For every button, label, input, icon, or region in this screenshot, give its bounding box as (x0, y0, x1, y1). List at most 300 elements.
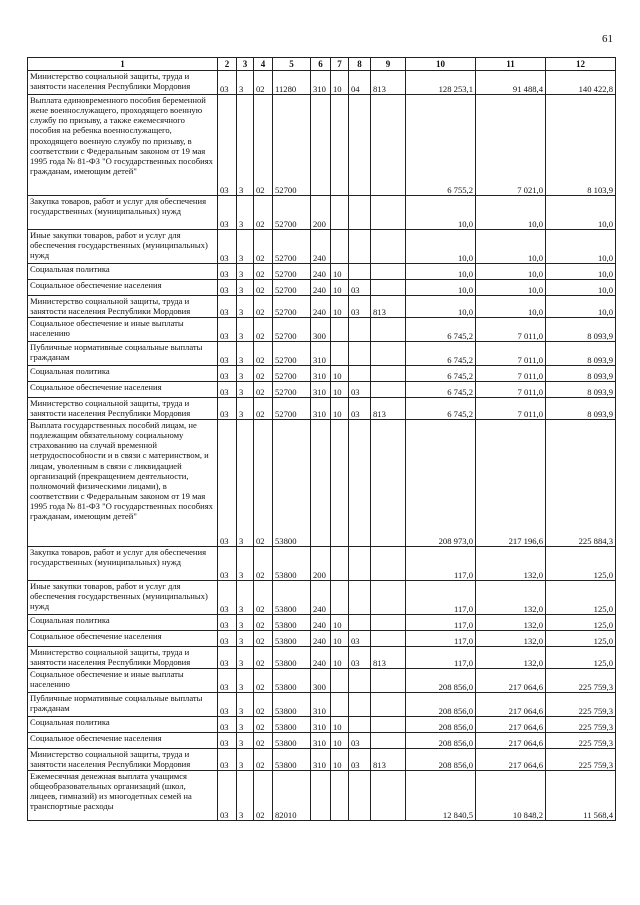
cell-c6 (311, 95, 331, 196)
cell-c12: 140 422,8 (546, 71, 616, 95)
row-name: Министерство социальной защиты, труда и занятости населения Республики Мордовия (30, 296, 191, 317)
cell-c12: 125,0 (546, 581, 616, 615)
cell-c11: 132,0 (476, 647, 546, 669)
cell-c9 (371, 420, 406, 547)
cell-c5: 52700 (273, 296, 311, 318)
cell-c2: 03 (218, 71, 237, 95)
cell-c11: 217 196,6 (476, 420, 546, 547)
cell-c8 (349, 264, 371, 280)
cell-c7 (331, 318, 349, 342)
cell-c10: 10,0 (406, 196, 476, 230)
cell-c9 (371, 615, 406, 631)
row-name-cell (28, 420, 218, 547)
table-row (28, 296, 616, 318)
cell-c5: 53800 (273, 581, 311, 615)
cell-c8 (349, 420, 371, 547)
cell-c8 (349, 318, 371, 342)
cell-c11: 132,0 (476, 631, 546, 647)
cell-c4: 02 (254, 398, 273, 420)
cell-c2: 03 (218, 693, 237, 717)
table-row (28, 318, 616, 342)
row-name-cell (28, 669, 218, 693)
row-name: Социальная политика (30, 366, 110, 376)
cell-c12: 125,0 (546, 547, 616, 581)
cell-c12: 225 759,3 (546, 669, 616, 693)
cell-c4: 02 (254, 547, 273, 581)
cell-c4: 02 (254, 717, 273, 733)
cell-c5: 53800 (273, 717, 311, 733)
cell-c4: 02 (254, 615, 273, 631)
cell-c8 (349, 693, 371, 717)
cell-c12: 8 093,9 (546, 382, 616, 398)
cell-c3: 3 (237, 95, 254, 196)
cell-c3: 3 (237, 296, 254, 318)
cell-c11: 7 021,0 (476, 95, 546, 196)
cell-c10: 6 745,2 (406, 398, 476, 420)
cell-c6: 300 (311, 669, 331, 693)
cell-c12: 10,0 (546, 296, 616, 318)
cell-c2: 03 (218, 196, 237, 230)
row-name: Социальное обеспечение и иные выплаты населению (30, 318, 184, 339)
cell-c11: 10,0 (476, 230, 546, 264)
table-row (28, 398, 616, 420)
row-name-cell (28, 771, 218, 821)
column-header-3: 3 (237, 58, 254, 71)
cell-c7: 10 (331, 366, 349, 382)
cell-c11: 7 011,0 (476, 398, 546, 420)
cell-c4: 02 (254, 581, 273, 615)
cell-c6 (311, 420, 331, 547)
row-name: Выплата единовременного пособия беременной жене военнослужащего, проходящего военную службу по призыву, а также ежемесячного пособия на ребенка военнослужащего, проходящего военную службу по призыву, в соответствии с Федеральным законом от 19 мая 1995 года № 81-ФЗ "О государственных пособиях гражданам, имеющим детей" (30, 95, 213, 176)
budget-table (27, 57, 616, 821)
cell-c9 (371, 264, 406, 280)
cell-c3: 3 (237, 717, 254, 733)
cell-c6: 310 (311, 749, 331, 771)
cell-c4: 02 (254, 631, 273, 647)
cell-c2: 03 (218, 264, 237, 280)
cell-c11: 7 011,0 (476, 366, 546, 382)
row-name-cell (28, 95, 218, 196)
cell-c12: 125,0 (546, 615, 616, 631)
cell-c11: 10 848,2 (476, 771, 546, 821)
table-row (28, 95, 616, 196)
cell-c9 (371, 581, 406, 615)
cell-c10: 6 755,2 (406, 95, 476, 196)
table-row (28, 280, 616, 296)
cell-c4: 02 (254, 196, 273, 230)
cell-c9 (371, 669, 406, 693)
row-name-cell (28, 547, 218, 581)
column-header-9: 9 (371, 58, 406, 71)
cell-c5: 52700 (273, 342, 311, 366)
cell-c9: 813 (371, 71, 406, 95)
cell-c4: 02 (254, 280, 273, 296)
cell-c4: 02 (254, 71, 273, 95)
row-name-cell (28, 230, 218, 264)
cell-c9 (371, 382, 406, 398)
cell-c5: 52700 (273, 196, 311, 230)
cell-c6: 310 (311, 717, 331, 733)
cell-c8 (349, 342, 371, 366)
cell-c8: 04 (349, 71, 371, 95)
table-row (28, 547, 616, 581)
cell-c10: 208 856,0 (406, 669, 476, 693)
row-name-cell (28, 264, 218, 280)
cell-c6: 240 (311, 296, 331, 318)
cell-c3: 3 (237, 264, 254, 280)
cell-c11: 217 064,6 (476, 693, 546, 717)
cell-c10: 10,0 (406, 296, 476, 318)
cell-c9 (371, 771, 406, 821)
cell-c12: 8 093,9 (546, 318, 616, 342)
table-row (28, 420, 616, 547)
cell-c11: 91 488,4 (476, 71, 546, 95)
cell-c3: 3 (237, 581, 254, 615)
table-row (28, 196, 616, 230)
row-name: Выплата государственных пособий лицам, не подлежащим обязательному социальному страхованию на случай временной нетрудоспособности и в связи с материнством, и лицам, уволенным в связи с ликвидацией организаций (прекращением деятельности, полномочий физическими лицами), в соответствии с Федеральным законом от 19 мая 1995 года № 81-ФЗ "О государственных пособиях гражданам, имеющим детей" (30, 420, 213, 522)
table-row (28, 693, 616, 717)
cell-c6: 310 (311, 342, 331, 366)
cell-c7: 10 (331, 615, 349, 631)
row-name: Публичные нормативные социальные выплаты гражданам (30, 342, 203, 363)
table-row (28, 581, 616, 615)
cell-c6: 310 (311, 382, 331, 398)
cell-c2: 03 (218, 420, 237, 547)
cell-c2: 03 (218, 230, 237, 264)
cell-c12: 10,0 (546, 280, 616, 296)
cell-c6: 310 (311, 71, 331, 95)
cell-c5: 53800 (273, 547, 311, 581)
cell-c4: 02 (254, 771, 273, 821)
table-row (28, 230, 616, 264)
row-name: Министерство социальной защиты, труда и занятости населения Республики Мордовия (30, 398, 191, 419)
cell-c11: 10,0 (476, 196, 546, 230)
cell-c7 (331, 771, 349, 821)
cell-c8: 03 (349, 296, 371, 318)
cell-c12: 225 759,3 (546, 693, 616, 717)
table-row (28, 366, 616, 382)
cell-c3: 3 (237, 771, 254, 821)
table-header-row (28, 58, 616, 71)
row-name: Ежемесячная денежная выплата учащимся общеобразовательных организаций (школ, лицеев, гимназий) из многодетных семей на транспортные расходы (30, 771, 192, 812)
cell-c6: 310 (311, 398, 331, 420)
cell-c8 (349, 615, 371, 631)
cell-c6: 240 (311, 264, 331, 280)
cell-c4: 02 (254, 669, 273, 693)
cell-c5: 52700 (273, 264, 311, 280)
table-row (28, 615, 616, 631)
row-name: Иные закупки товаров, работ и услуг для обеспечения государственных (муниципальных) нужд (30, 230, 208, 261)
cell-c2: 03 (218, 382, 237, 398)
cell-c12: 10,0 (546, 196, 616, 230)
cell-c11: 7 011,0 (476, 318, 546, 342)
cell-c5: 53800 (273, 420, 311, 547)
cell-c3: 3 (237, 615, 254, 631)
cell-c4: 02 (254, 366, 273, 382)
cell-c10: 117,0 (406, 615, 476, 631)
cell-c8 (349, 771, 371, 821)
cell-c8 (349, 230, 371, 264)
cell-c10: 6 745,2 (406, 318, 476, 342)
cell-c2: 03 (218, 547, 237, 581)
cell-c2: 03 (218, 95, 237, 196)
cell-c12: 10,0 (546, 264, 616, 280)
row-name-cell (28, 296, 218, 318)
table-row (28, 749, 616, 771)
cell-c7: 10 (331, 296, 349, 318)
cell-c12: 8 103,9 (546, 95, 616, 196)
cell-c10: 10,0 (406, 280, 476, 296)
cell-c5: 53800 (273, 631, 311, 647)
cell-c5: 53800 (273, 647, 311, 669)
cell-c10: 10,0 (406, 230, 476, 264)
cell-c9 (371, 693, 406, 717)
cell-c3: 3 (237, 693, 254, 717)
table-row (28, 71, 616, 95)
cell-c11: 10,0 (476, 280, 546, 296)
cell-c3: 3 (237, 647, 254, 669)
column-header-8: 8 (349, 58, 371, 71)
column-header-2: 2 (218, 58, 237, 71)
cell-c11: 217 064,6 (476, 717, 546, 733)
cell-c8: 03 (349, 647, 371, 669)
cell-c12: 10,0 (546, 230, 616, 264)
row-name-cell (28, 382, 218, 398)
table-row (28, 717, 616, 733)
cell-c7 (331, 196, 349, 230)
cell-c10: 208 973,0 (406, 420, 476, 547)
cell-c4: 02 (254, 95, 273, 196)
cell-c11: 7 011,0 (476, 382, 546, 398)
cell-c9 (371, 733, 406, 749)
table-row (28, 733, 616, 749)
cell-c2: 03 (218, 615, 237, 631)
cell-c12: 125,0 (546, 647, 616, 669)
cell-c9 (371, 366, 406, 382)
cell-c4: 02 (254, 749, 273, 771)
cell-c4: 02 (254, 420, 273, 547)
cell-c5: 53800 (273, 615, 311, 631)
cell-c5: 52700 (273, 280, 311, 296)
cell-c6: 200 (311, 547, 331, 581)
cell-c3: 3 (237, 366, 254, 382)
row-name-cell (28, 717, 218, 733)
cell-c7: 10 (331, 647, 349, 669)
cell-c2: 03 (218, 342, 237, 366)
cell-c4: 02 (254, 318, 273, 342)
cell-c9 (371, 547, 406, 581)
cell-c7 (331, 669, 349, 693)
column-header-7: 7 (331, 58, 349, 71)
cell-c3: 3 (237, 733, 254, 749)
cell-c12: 225 759,3 (546, 717, 616, 733)
cell-c7 (331, 95, 349, 196)
table-row (28, 669, 616, 693)
cell-c7: 10 (331, 280, 349, 296)
column-header-12: 12 (546, 58, 616, 71)
cell-c7: 10 (331, 733, 349, 749)
cell-c7 (331, 547, 349, 581)
row-name-cell (28, 581, 218, 615)
cell-c10: 117,0 (406, 647, 476, 669)
cell-c3: 3 (237, 196, 254, 230)
cell-c8 (349, 547, 371, 581)
cell-c10: 12 840,5 (406, 771, 476, 821)
cell-c12: 225 884,3 (546, 420, 616, 547)
row-name: Закупка товаров, работ и услуг для обеспечения государственных (муниципальных) нужд (30, 196, 207, 217)
cell-c2: 03 (218, 280, 237, 296)
cell-c4: 02 (254, 264, 273, 280)
cell-c12: 8 093,9 (546, 342, 616, 366)
cell-c12: 225 759,3 (546, 733, 616, 749)
cell-c7 (331, 230, 349, 264)
cell-c8: 03 (349, 749, 371, 771)
cell-c10: 117,0 (406, 581, 476, 615)
cell-c5: 11280 (273, 71, 311, 95)
cell-c3: 3 (237, 382, 254, 398)
row-name-cell (28, 280, 218, 296)
row-name: Министерство социальной защиты, труда и занятости населения Республики Мордовия (30, 647, 191, 668)
cell-c12: 125,0 (546, 631, 616, 647)
cell-c5: 52700 (273, 382, 311, 398)
cell-c9 (371, 318, 406, 342)
cell-c10: 6 745,2 (406, 342, 476, 366)
cell-c3: 3 (237, 547, 254, 581)
row-name: Социальная политика (30, 264, 110, 274)
cell-c4: 02 (254, 733, 273, 749)
table-row (28, 631, 616, 647)
cell-c5: 52700 (273, 95, 311, 196)
cell-c10: 117,0 (406, 547, 476, 581)
table-row (28, 771, 616, 821)
cell-c5: 52700 (273, 230, 311, 264)
row-name: Социальное обеспечение населения (30, 382, 162, 392)
cell-c11: 7 011,0 (476, 342, 546, 366)
row-name-cell (28, 318, 218, 342)
cell-c10: 6 745,2 (406, 382, 476, 398)
cell-c9: 813 (371, 749, 406, 771)
cell-c2: 03 (218, 647, 237, 669)
cell-c2: 03 (218, 733, 237, 749)
cell-c8: 03 (349, 398, 371, 420)
column-header-5: 5 (273, 58, 311, 71)
table-row (28, 382, 616, 398)
table-row (28, 264, 616, 280)
cell-c6: 240 (311, 615, 331, 631)
table-row (28, 342, 616, 366)
cell-c10: 208 856,0 (406, 733, 476, 749)
page-number: 61 (602, 33, 613, 45)
cell-c7: 10 (331, 717, 349, 733)
cell-c2: 03 (218, 631, 237, 647)
column-header-10: 10 (406, 58, 476, 71)
cell-c9 (371, 196, 406, 230)
cell-c7: 10 (331, 749, 349, 771)
cell-c12: 8 093,9 (546, 398, 616, 420)
cell-c8 (349, 366, 371, 382)
cell-c4: 02 (254, 382, 273, 398)
cell-c3: 3 (237, 342, 254, 366)
cell-c12: 8 093,9 (546, 366, 616, 382)
cell-c11: 10,0 (476, 296, 546, 318)
cell-c6: 310 (311, 733, 331, 749)
cell-c6: 310 (311, 693, 331, 717)
cell-c6: 240 (311, 280, 331, 296)
cell-c3: 3 (237, 669, 254, 693)
cell-c4: 02 (254, 296, 273, 318)
cell-c9 (371, 342, 406, 366)
cell-c11: 132,0 (476, 581, 546, 615)
cell-c8 (349, 196, 371, 230)
cell-c4: 02 (254, 693, 273, 717)
row-name-cell (28, 342, 218, 366)
cell-c10: 6 745,2 (406, 366, 476, 382)
table-row (28, 647, 616, 669)
cell-c8: 03 (349, 382, 371, 398)
cell-c8 (349, 95, 371, 196)
cell-c8: 03 (349, 631, 371, 647)
cell-c4: 02 (254, 647, 273, 669)
cell-c2: 03 (218, 318, 237, 342)
cell-c2: 03 (218, 398, 237, 420)
cell-c2: 03 (218, 749, 237, 771)
row-name: Публичные нормативные социальные выплаты гражданам (30, 693, 203, 714)
cell-c4: 02 (254, 230, 273, 264)
cell-c3: 3 (237, 280, 254, 296)
cell-c9: 813 (371, 296, 406, 318)
cell-c6: 240 (311, 631, 331, 647)
row-name: Иные закупки товаров, работ и услуг для обеспечения государственных (муниципальных) нужд (30, 581, 208, 612)
row-name-cell (28, 749, 218, 771)
cell-c8: 03 (349, 280, 371, 296)
column-header-1: 1 (28, 58, 218, 71)
cell-c6: 310 (311, 366, 331, 382)
cell-c5: 52700 (273, 366, 311, 382)
cell-c5: 53800 (273, 693, 311, 717)
cell-c2: 03 (218, 669, 237, 693)
cell-c3: 3 (237, 71, 254, 95)
cell-c5: 53800 (273, 749, 311, 771)
cell-c12: 11 568,4 (546, 771, 616, 821)
row-name: Социальное обеспечение населения (30, 733, 162, 743)
cell-c2: 03 (218, 771, 237, 821)
row-name: Министерство социальной защиты, труда и занятости населения Республики Мордовия (30, 71, 191, 92)
row-name-cell (28, 615, 218, 631)
cell-c6: 240 (311, 230, 331, 264)
row-name-cell (28, 647, 218, 669)
cell-c10: 208 856,0 (406, 717, 476, 733)
cell-c7 (331, 693, 349, 717)
cell-c5: 53800 (273, 669, 311, 693)
cell-c6: 240 (311, 581, 331, 615)
row-name-cell (28, 693, 218, 717)
cell-c7: 10 (331, 71, 349, 95)
row-name-cell (28, 366, 218, 382)
cell-c5: 53800 (273, 733, 311, 749)
row-name: Социальная политика (30, 615, 110, 625)
cell-c6: 200 (311, 196, 331, 230)
cell-c6: 300 (311, 318, 331, 342)
cell-c6: 240 (311, 647, 331, 669)
cell-c7: 10 (331, 264, 349, 280)
cell-c9 (371, 95, 406, 196)
cell-c3: 3 (237, 318, 254, 342)
cell-c2: 03 (218, 717, 237, 733)
cell-c2: 03 (218, 366, 237, 382)
cell-c3: 3 (237, 631, 254, 647)
cell-c3: 3 (237, 398, 254, 420)
cell-c11: 132,0 (476, 615, 546, 631)
